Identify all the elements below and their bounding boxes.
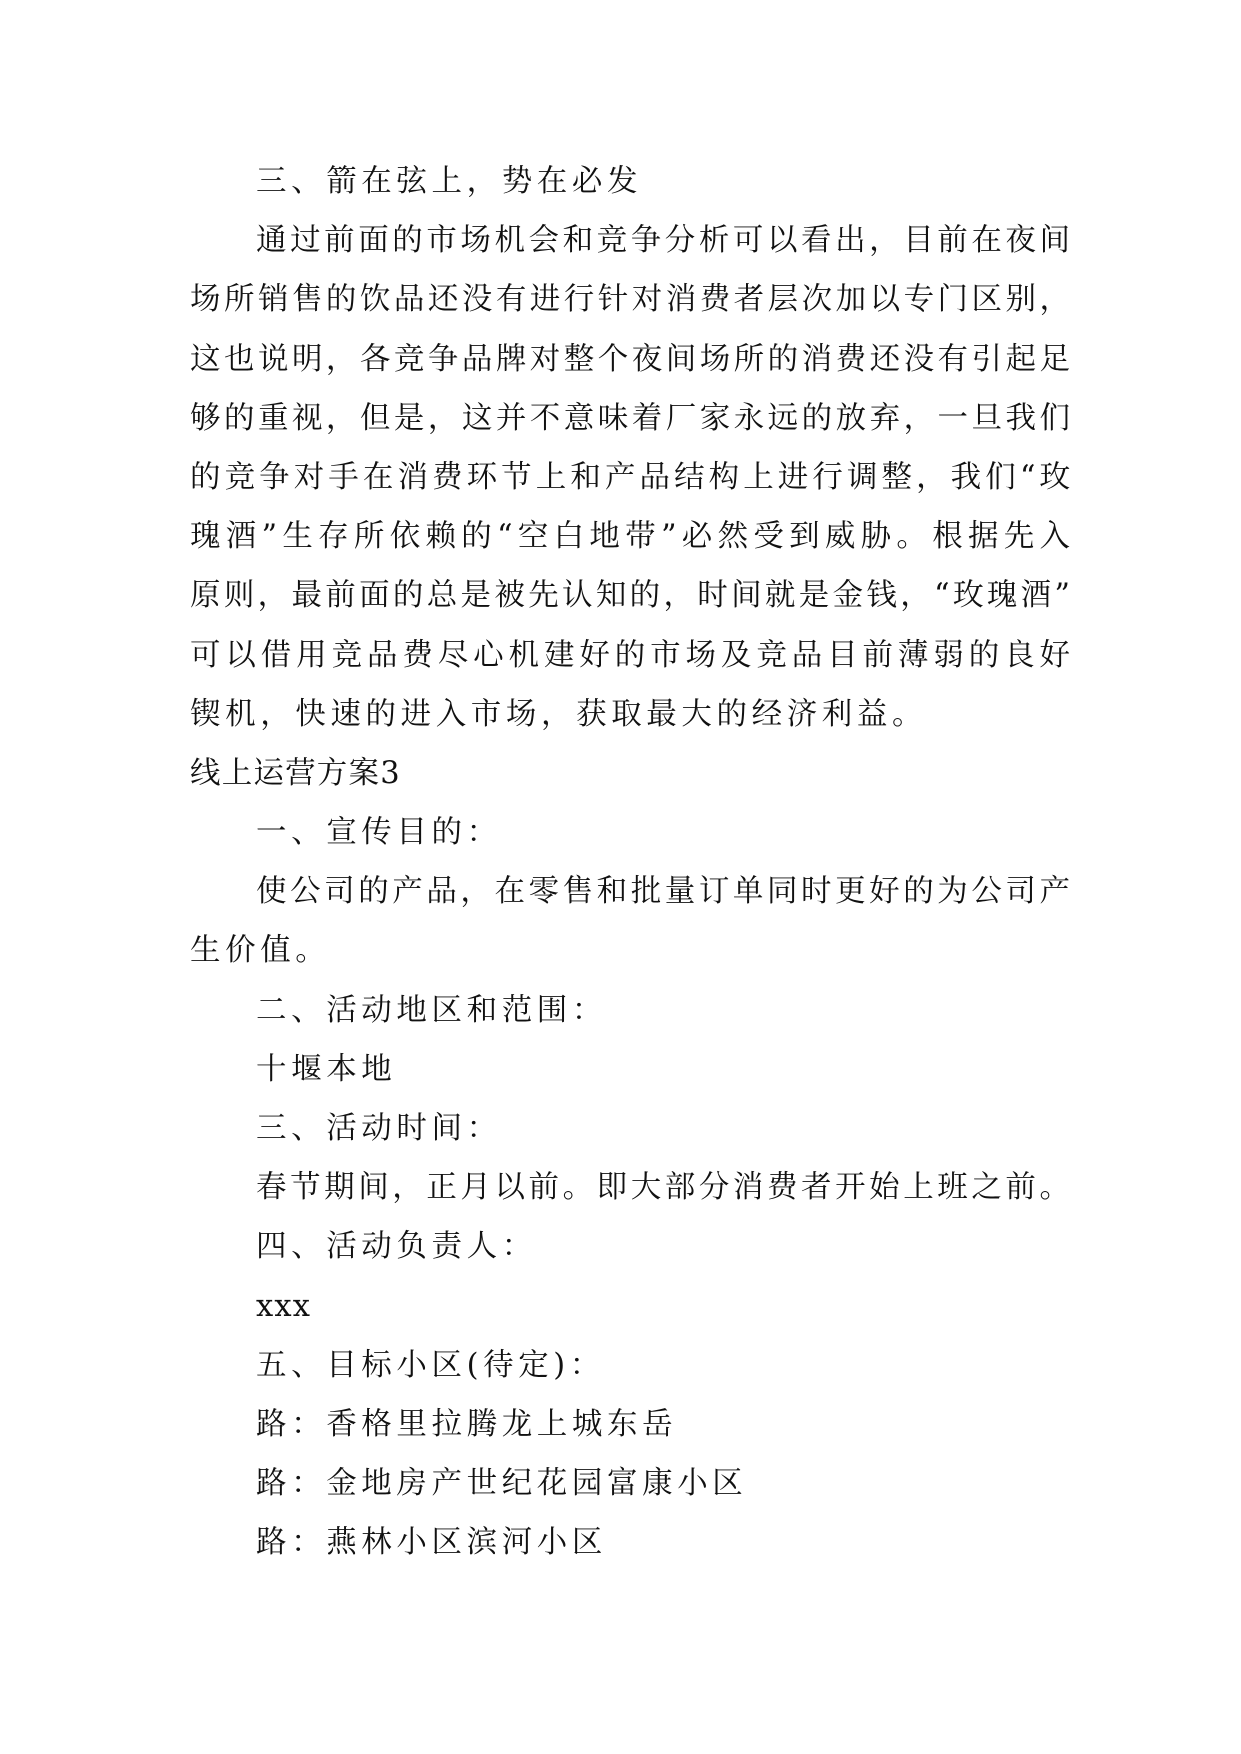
owner-value: xxx bbox=[256, 1288, 312, 1324]
section-heading-area: 二、活动地区和范围： bbox=[256, 992, 607, 1028]
document-title: 线上运营方案3 bbox=[190, 755, 401, 791]
section-heading-owner: 四、活动负责人： bbox=[256, 1229, 537, 1265]
area-value: 十堰本地 bbox=[256, 1051, 397, 1087]
target-item: 路：金地房产世纪花园富康小区 bbox=[256, 1466, 748, 1502]
paragraph-line: 原则，最前面的总是被先认知的，时间就是金钱，“玫瑰酒” bbox=[190, 578, 1070, 614]
paragraph-line: 可以借用竞品费尽心机建好的市场及竞品目前薄弱的良好 bbox=[190, 637, 1070, 673]
section-heading-3-ready: 三、箭在弦上，势在必发 bbox=[256, 164, 643, 199]
paragraph-line: 锲机，快速的进入市场，获取最大的经济利益。 bbox=[190, 696, 928, 732]
paragraph-line: 场所销售的饮品还没有进行针对消费者层次加以专门区别， bbox=[190, 282, 1070, 318]
paragraph-line: 瑰酒”生存所依赖的“空白地带”必然受到威胁。根据先入 bbox=[190, 519, 1070, 555]
paragraph-line: 的竞争对手在消费环节上和产品结构上进行调整，我们“玫 bbox=[190, 459, 1070, 495]
target-item: 路：燕林小区滨河小区 bbox=[256, 1525, 607, 1561]
paragraph-line: 生价值。 bbox=[190, 933, 331, 969]
paragraph-line: 够的重视，但是，这并不意味着厂家永远的放弃，一旦我们 bbox=[190, 400, 1070, 436]
section-heading-target: 五、目标小区(待定)： bbox=[256, 1347, 605, 1383]
paragraph-line: 通过前面的市场机会和竞争分析可以看出，目前在夜间 bbox=[256, 223, 1070, 259]
section-heading-purpose: 一、宣传目的： bbox=[256, 815, 502, 851]
paragraph-line: 使公司的产品，在零售和批量订单同时更好的为公司产 bbox=[256, 874, 1070, 910]
paragraph-line: 这也说明，各竞争品牌对整个夜间场所的消费还没有引起足 bbox=[190, 341, 1070, 377]
target-item: 路：香格里拉腾龙上城东岳 bbox=[256, 1406, 678, 1442]
document-body bbox=[190, 152, 1070, 1573]
time-value: 春节期间，正月以前。即大部分消费者开始上班之前。 bbox=[256, 1170, 1070, 1206]
section-heading-time: 三、活动时间： bbox=[256, 1111, 502, 1146]
